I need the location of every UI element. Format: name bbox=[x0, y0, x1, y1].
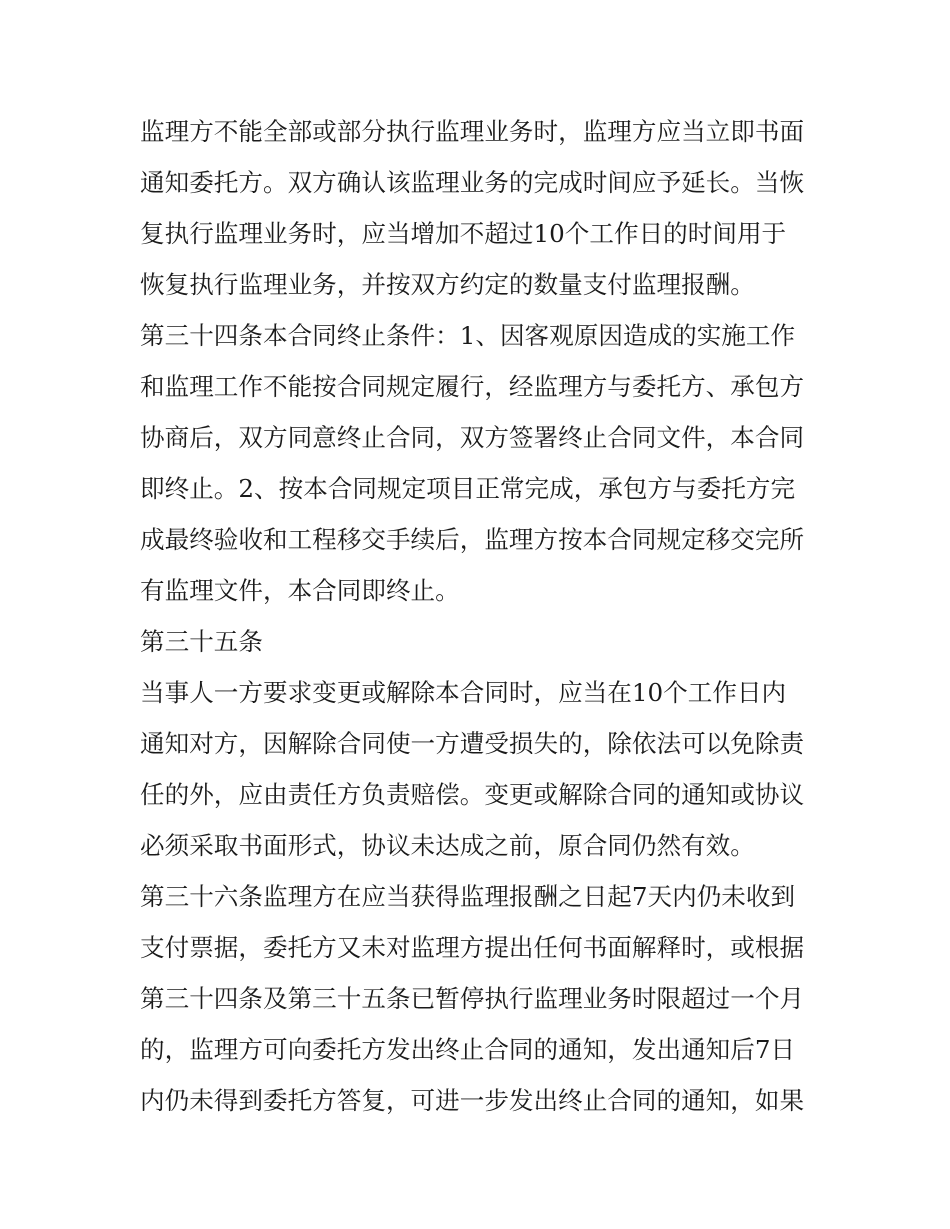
text-line: 复执行监理业务时，应当增加不超过10个工作日的时间用于 bbox=[140, 219, 787, 248]
text-line: 通知委托方。双方确认该监理业务的完成时间应予延长。当恢 bbox=[140, 168, 805, 197]
text-line: 第三十四条及第三十五条已暂停执行监理业务时限超过一个月 bbox=[140, 984, 805, 1013]
text-line: 当事人一方要求变更或解除本合同时，应当在10个工作日内 bbox=[140, 678, 787, 707]
text-line: 有监理文件，本合同即终止。 bbox=[140, 576, 460, 605]
text-line: 和监理工作不能按合同规定履行，经监理方与委托方、承包方 bbox=[140, 372, 805, 401]
clause-35-heading: 第三十五条 bbox=[140, 627, 263, 656]
text-line: 协商后，双方同意终止合同，双方签署终止合同文件，本合同 bbox=[140, 423, 805, 452]
text-line: 成最终验收和工程移交手续后，监理方按本合同规定移交完所 bbox=[140, 525, 805, 554]
text-line: 监理方不能全部或部分执行监理业务时，监理方应当立即书面 bbox=[140, 117, 805, 146]
text-line: 支付票据，委托方又未对监理方提出任何书面解释时，或根据 bbox=[140, 933, 805, 962]
document-page bbox=[140, 106, 820, 1126]
text-line: 任的外，应由责任方负责赔偿。变更或解除合同的通知或协议 bbox=[140, 780, 805, 809]
clause-34-heading-line: 第三十四条本合同终止条件：1、因客观原因造成的实施工作 bbox=[140, 321, 796, 350]
text-line: 即终止。2、按本合同规定项目正常完成，承包方与委托方完 bbox=[140, 474, 796, 503]
text-line: 的，监理方可向委托方发出终止合同的通知，发出通知后7日 bbox=[140, 1035, 796, 1064]
text-line: 内仍未得到委托方答复，可进一步发出终止合同的通知，如果 bbox=[140, 1086, 805, 1115]
text-line: 通知对方，因解除合同使一方遭受损失的，除依法可以免除责 bbox=[140, 729, 805, 758]
text-line: 必须采取书面形式，协议未达成之前，原合同仍然有效。 bbox=[140, 831, 755, 860]
clause-36-heading-line: 第三十六条监理方在应当获得监理报酬之日起7天内仍未收到 bbox=[140, 882, 796, 911]
text-line: 恢复执行监理业务，并按双方约定的数量支付监理报酬。 bbox=[140, 270, 755, 299]
